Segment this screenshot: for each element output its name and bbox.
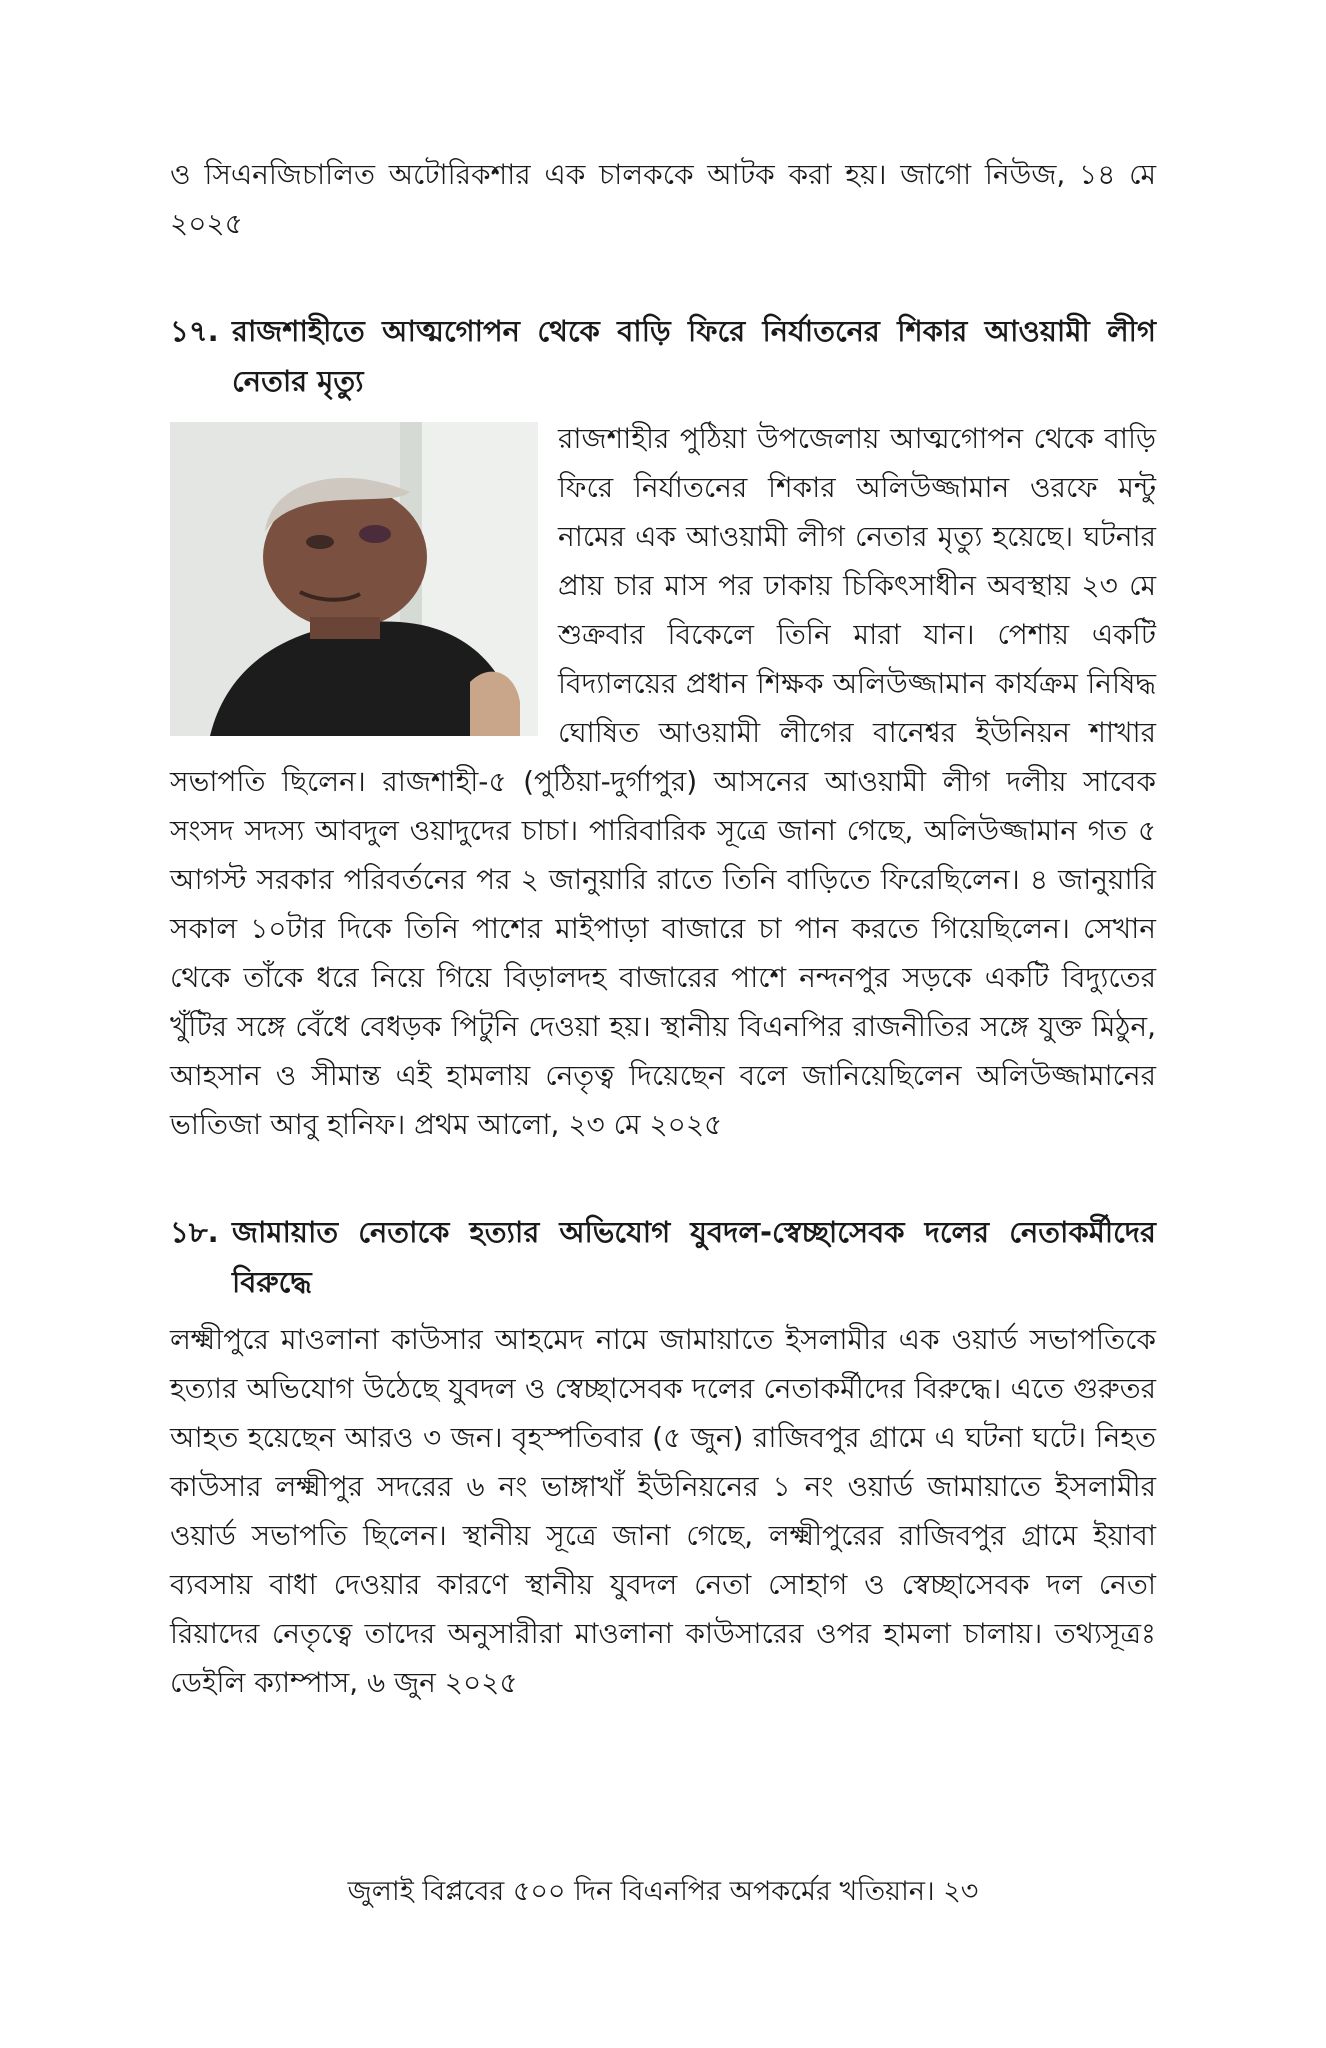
news-heading-18: [170, 1207, 1156, 1307]
intro-paragraph: ও সিএনজিচালিত অটোরিকশার এক চালককে আটক করা হয়। জাগো নিউজ, ১৪ মে ২০২৫: [170, 158, 1156, 240]
news-heading-17: [170, 306, 1156, 406]
news-number-18: ১৮.: [170, 1215, 219, 1249]
page-content: [170, 150, 1156, 1707]
news-number-17: ১৭.: [170, 314, 219, 348]
news-body-17: রাজশাহীর পুঠিয়া উপজেলায় আত্মগোপন থেকে বাড়ি ফিরে নির্যাতনের শিকার অলিউজ্জামান ওরফে মন্টু নামের এক আওয়ামী লীগ নেতার মৃত্যু হয়েছে। ঘটনার প্রায় চার মাস পর ঢাকায় চিকিৎসাধীন অবস্থায় ২৩ মে শুক্রবার বিকেলে তিনি মারা যান। পেশায় একটি বিদ্যালয়ের প্রধান শিক্ষক অলিউজ্জামান কার্যক্রম নিষিদ্ধ ঘোষিত আওয়ামী লীগের বানেশ্বর ইউনিয়ন শাখার সভাপতি ছিলেন। রাজশাহী-৫ (পুঠিয়া-দুর্গাপুর) আসনের আওয়ামী লীগ দলীয় সাবেক সংসদ সদস্য আবদুল ওয়াদুদের চাচা। পারিবারিক সূত্রে জানা গেছে, অলিউজ্জামান গত ৫ আগস্ট সরকার পরিবর্তনের পর ২ জানুয়ারি রাতে তিনি বাড়িতে ফিরেছিলেন। ৪ জানুয়ারি সকাল ১০টার দিকে তিনি পাশের মাইপাড়া বাজারে চা পান করতে গিয়েছিলেন। সেখান থেকে তাঁকে ধরে নিয়ে গিয়ে বিড়ালদহ বাজারের পাশে নন্দনপুর সড়কে একটি বিদ্যুতের খুঁটির সঙ্গে বেঁধে বেধড়ক পিটুনি দেওয়া হয়। স্থানীয় বিএনপির রাজনীতির সঙ্গে যুক্ত মিঠুন, আহসান ও সীমান্ত এই হামলায় নেতৃত্ব দিয়েছেন বলে জানিয়েছিলেন অলিউজ্জামানের ভাতিজা আবু হানিফ। প্রথম আলো, ২৩ মে ২০২৫: [170, 422, 1156, 1141]
news-photo: [170, 422, 538, 736]
page-footer: জুলাই বিপ্লবের ৫০০ দিন বিএনপির অপকর্মের খতিয়ান। ২৩: [347, 1876, 979, 1907]
news-item-17: [170, 306, 1156, 1149]
news-item-18: [170, 1207, 1156, 1707]
injured-man-photo: [170, 422, 538, 736]
news-title-18: জামায়াত নেতাকে হত্যার অভিযোগ যুবদল-স্বেচ্ছাসেবক দলের নেতাকর্মীদের বিরুদ্ধে: [232, 1215, 1156, 1299]
news-body-18: লক্ষ্মীপুরে মাওলানা কাউসার আহমেদ নামে জামায়াতে ইসলামীর এক ওয়ার্ড সভাপতিকে হত্যার অভিযোগ উঠেছে যুবদল ও স্বেচ্ছাসেবক দলের নেতাকর্মীদের বিরুদ্ধে। এতে গুরুতর আহত হয়েছেন আরও ৩ জন। বৃহস্পতিবার (৫ জুন) রাজিবপুর গ্রামে এ ঘটনা ঘটে। নিহত কাউসার লক্ষ্মীপুর সদরের ৬ নং ভাঙ্গাখাঁ ইউনিয়নের ১ নং ওয়ার্ড জামায়াতে ইসলামীর ওয়ার্ড সভাপতি ছিলেন। স্থানীয় সূত্রে জানা গেছে, লক্ষ্মীপুরের রাজিবপুর গ্রামে ইয়াবা ব্যবসায় বাধা দেওয়ার কারণে স্থানীয় যুবদল নেতা সোহাগ ও স্বেচ্ছাসেবক দল নেতা রিয়াদের নেতৃত্বে তাদের অনুসারীরা মাওলানা কাউসারের ওপর হামলা চালায়। তথ্যসূত্রঃ ডেইলি ক্যাম্পাস, ৬ জুন ২০২৫: [170, 1323, 1156, 1699]
news-title-17: রাজশাহীতে আত্মগোপন থেকে বাড়ি ফিরে নির্যাতনের শিকার আওয়ামী লীগ নেতার মৃত্যু: [232, 314, 1156, 398]
